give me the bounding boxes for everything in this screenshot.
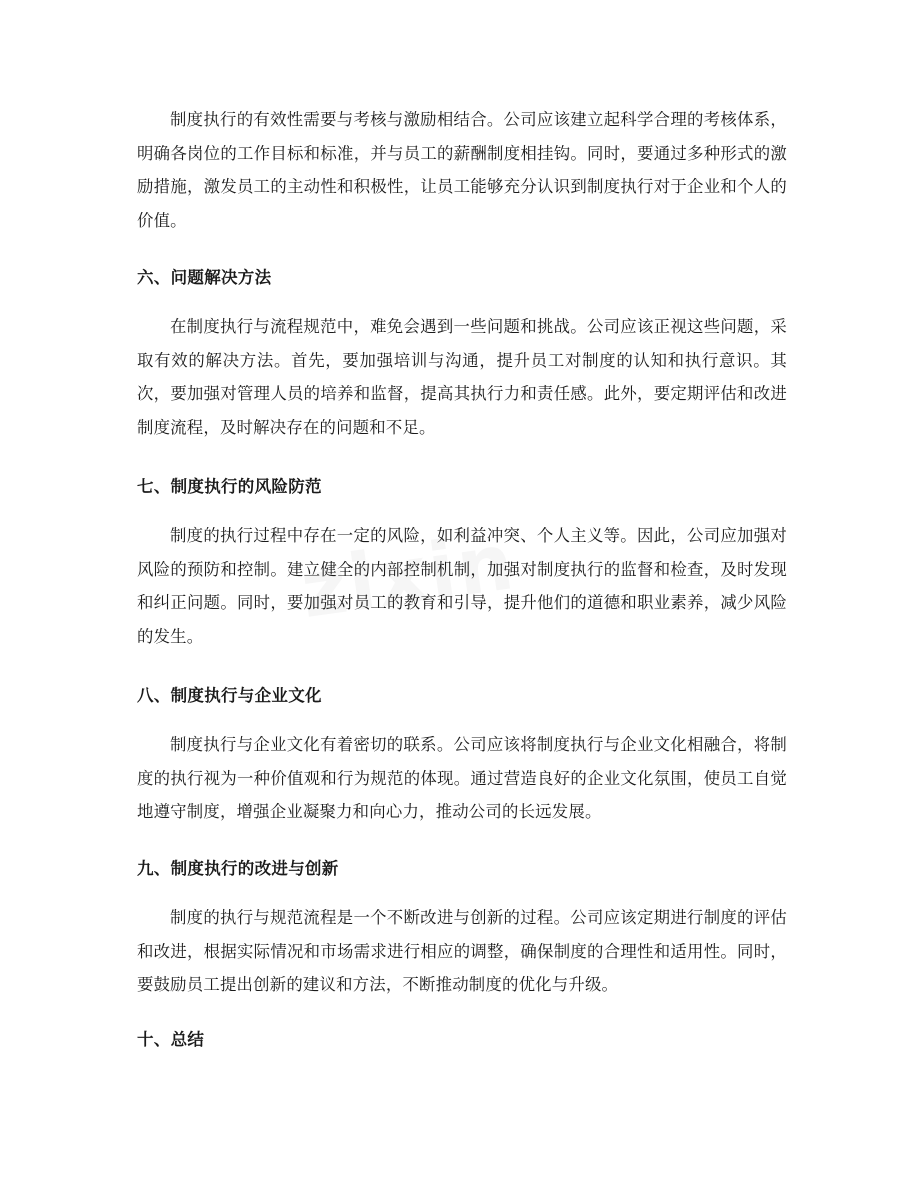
paragraph-corporate-culture: 制度执行与企业文化有着密切的联系。公司应该将制度执行与企业文化相融合，将制度的执行视为一种价值观和行为规范的体现。通过营造良好的企业文化氛围，使员工自觉地遵守制度，增强企业凝聚力和向心力，推动公司的长远发展。 xyxy=(137,735,787,822)
section-10-heading-block xyxy=(137,1028,787,1052)
section-heading-9: 九、制度执行的改进与创新 xyxy=(137,859,339,878)
section-heading-6: 六、问题解决方法 xyxy=(137,268,272,287)
paragraph-problem-solving: 在制度执行与流程规范中，难免会遇到一些问题和挑战。公司应该正视这些问题，采取有效的解决方法。首先，要加强培训与沟通，提升员工对制度的认知和执行意识。其次，要加强对管理人员的培养和监督，提高其执行力和责任感。此外，要定期评估和改进制度流程，及时解决存在的问题和不足。 xyxy=(137,317,787,437)
section-9-heading-block xyxy=(137,857,787,881)
section-heading-10: 十、总结 xyxy=(137,1030,205,1049)
paragraph-incentive: 制度执行的有效性需要与考核与激励相结合。公司应该建立起科学合理的考核体系，明确各岗位的工作目标和标准，并与员工的薪酬制度相挂钩。同时，要通过多种形式的激励措施，激发员工的主动性和积极性，让员工能够充分认识到制度执行对于企业和个人的价值。 xyxy=(137,110,787,230)
section-7-body xyxy=(137,519,787,653)
section-7-heading-block xyxy=(137,475,787,499)
section-5-body xyxy=(137,103,787,237)
section-heading-8: 八、制度执行与企业文化 xyxy=(137,686,322,705)
section-8-heading-block xyxy=(137,684,787,708)
paragraph-improvement: 制度的执行与规范流程是一个不断改进与创新的过程。公司应该定期进行制度的评估和改进，根据实际情况和市场需求进行相应的调整，确保制度的合理性和适用性。同时，要鼓励员工提出创新的建议和方法，不断推动制度的优化与升级。 xyxy=(137,908,787,995)
section-heading-7: 七、制度执行的风险防范 xyxy=(137,477,322,496)
section-6-body xyxy=(137,310,787,444)
section-8-body xyxy=(137,728,787,829)
paragraph-risk-prevention: 制度的执行过程中存在一定的风险，如利益冲突、个人主义等。因此，公司应加强对风险的预防和控制。建立健全的内部控制机制，加强对制度执行的监督和检查，及时发现和纠正问题。同时，要加强对员工的教育和引导，提升他们的道德和职业素养，减少风险的发生。 xyxy=(137,526,787,646)
section-9-body xyxy=(137,901,787,1002)
section-6-heading-block xyxy=(137,266,787,290)
